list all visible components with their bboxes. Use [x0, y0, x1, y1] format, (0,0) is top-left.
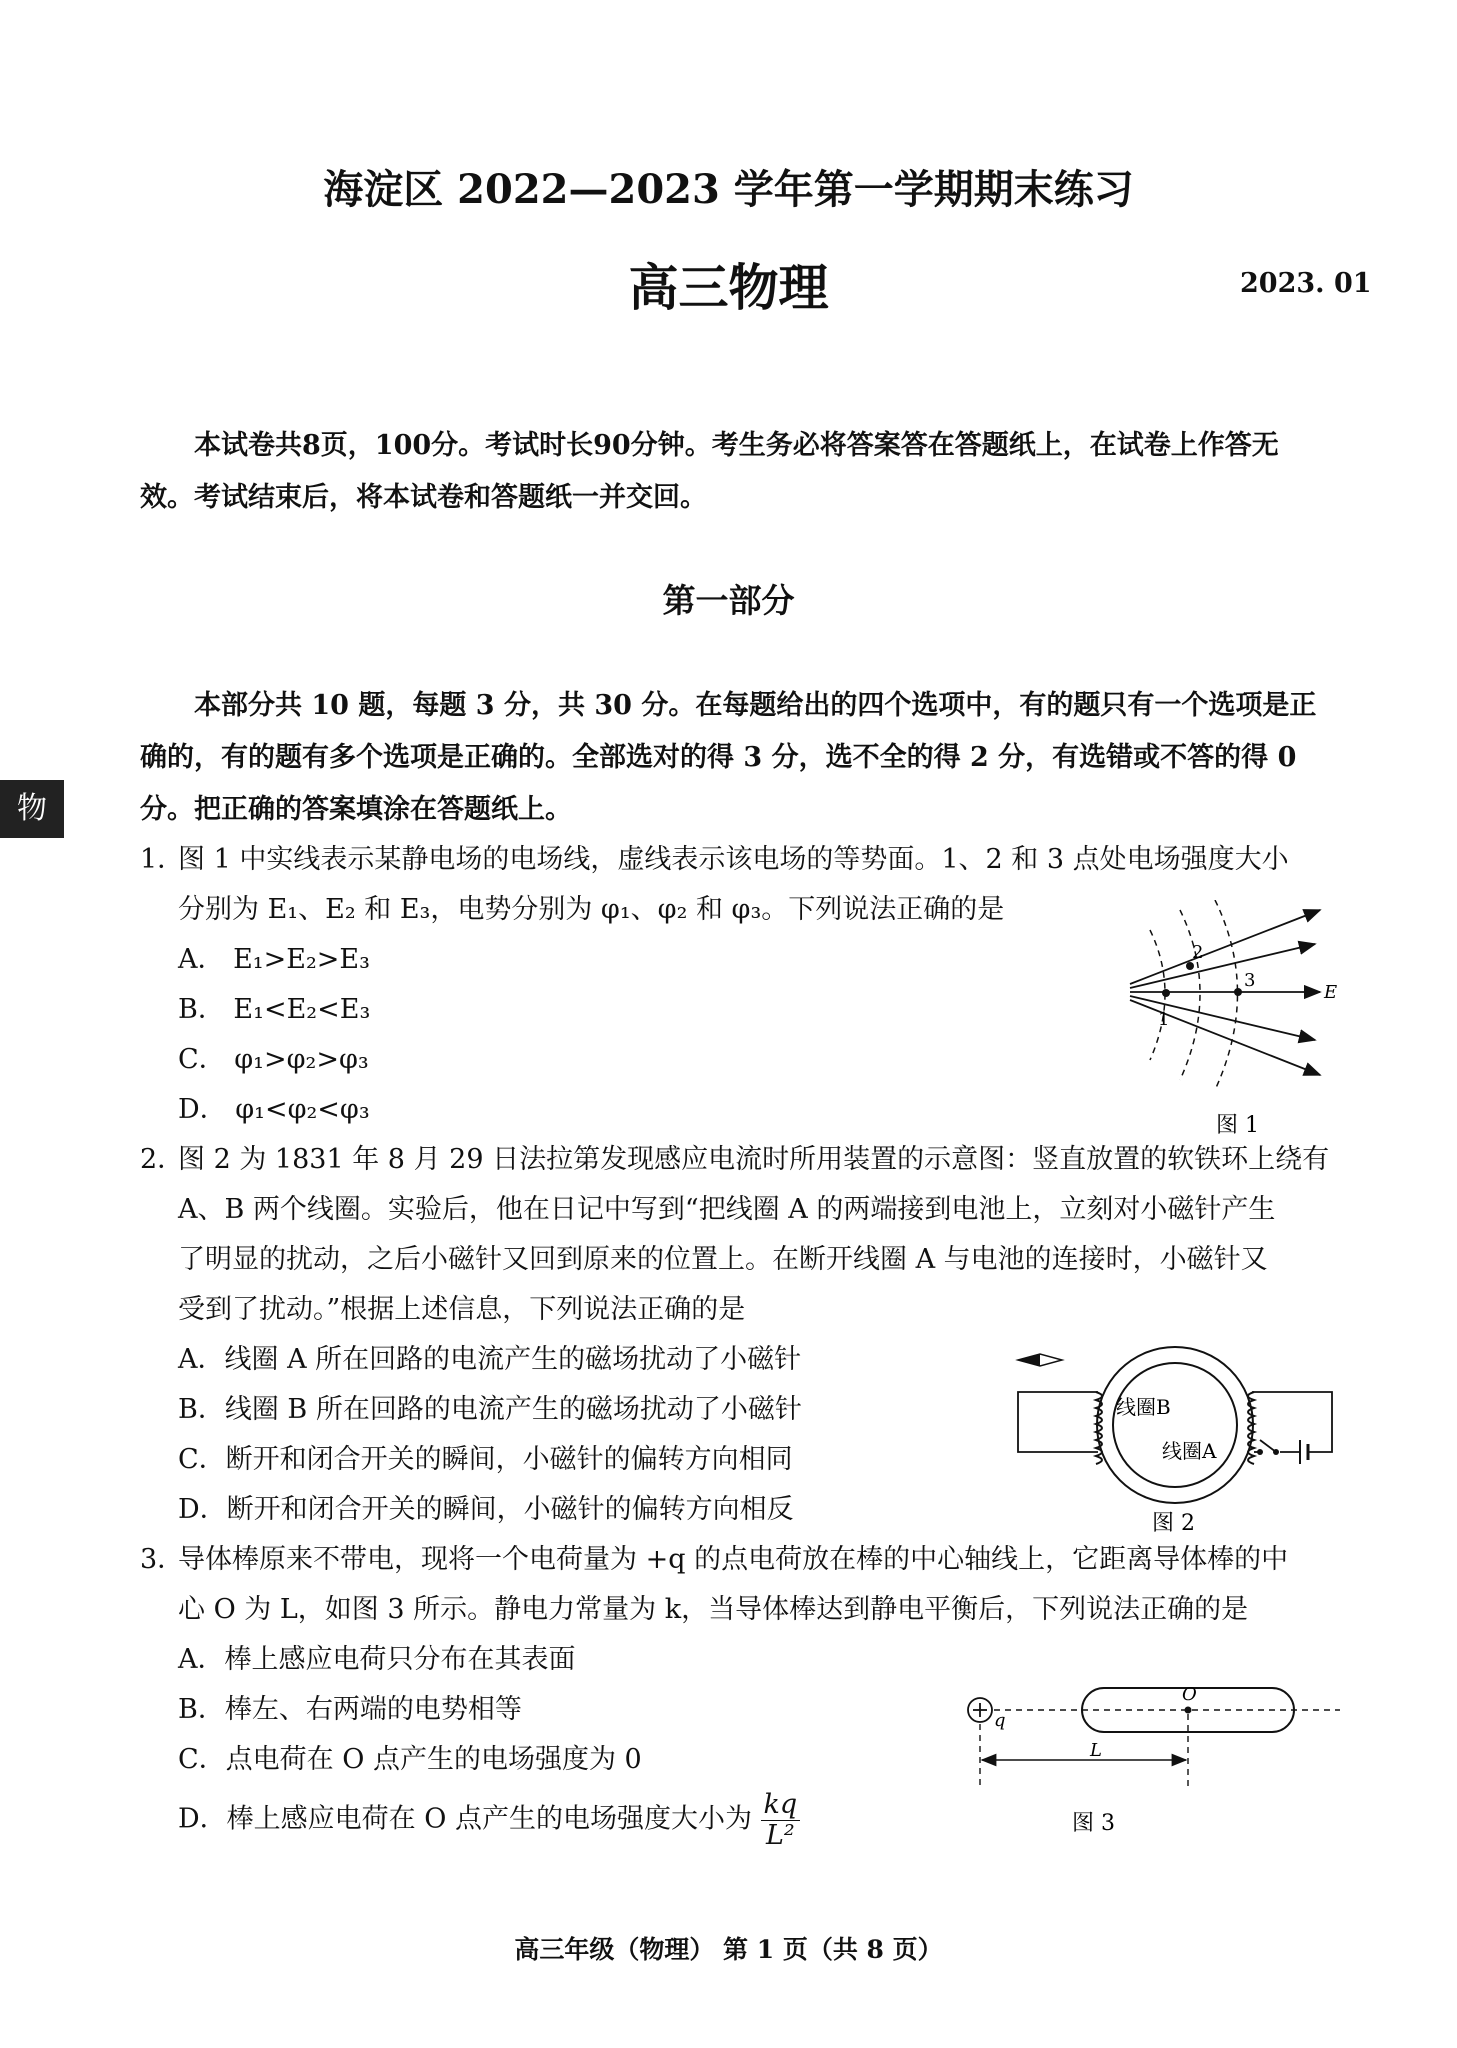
question-1-option-d: D． φ₁<φ₂<φ₃	[178, 1094, 370, 1125]
question-2-option-b: B．线圈 B 所在回路的电流产生的磁场扰动了小磁针	[178, 1394, 802, 1425]
side-tab: 物	[0, 780, 64, 838]
question-2-option-a: A．线圈 A 所在回路的电流产生的磁场扰动了小磁针	[178, 1344, 802, 1375]
question-1-option-a: A． E₁>E₂>E₃	[178, 944, 370, 975]
coil-a-label: 线圈A	[1162, 1439, 1217, 1463]
question-3-option-a: A．棒上感应电荷只分布在其表面	[178, 1644, 576, 1675]
point-3	[1234, 988, 1242, 996]
question-1-number: 1．	[140, 844, 185, 875]
question-3-text-2: 心 O 为 L，如图 3 所示。静电力常量为 k，当导体棒达到静电平衡后，下列说法正确的是	[178, 1594, 1249, 1625]
question-3-line-1	[140, 1535, 1340, 1585]
question-3-text-1: 导体棒原来不带电，现将一个电荷量为 +q 的点电荷放在棒的中心轴线上，它距离导体棒的中	[178, 1544, 1289, 1575]
switch-pivot	[1257, 1449, 1263, 1455]
compass-needle-half	[1018, 1354, 1040, 1366]
coil-b-label: 线圈B	[1116, 1395, 1171, 1419]
figure-1	[1110, 900, 1340, 1140]
part-instructions: 本部分共 10 题，每题 3 分，共 30 分。在每题给出的四个选项中，有的题只有一个选项是正确的，有的题有多个选项是正确的。全部选对的得 3 分，选不全的得 2 分，有选错或不答的得 0 分。把正确的答案填涂在答题纸上。	[140, 690, 1317, 825]
charge-label: q	[994, 1710, 1006, 1731]
question-3-option-b: B．棒左、右两端的电势相等	[178, 1694, 522, 1725]
question-3-option-d	[178, 1790, 800, 1850]
center-label: O	[1182, 1684, 1197, 1705]
exam-date: 2023. 01	[1240, 268, 1372, 299]
question-2-text-4: 受到了扰动。”根据上述信息，下列说法正确的是	[178, 1294, 746, 1325]
figure-1-caption: 图 1	[1216, 1113, 1259, 1138]
point-2-label: 2	[1192, 942, 1204, 963]
iron-ring-outer	[1097, 1347, 1253, 1503]
question-3	[140, 1535, 1340, 1635]
equipotential-3	[1215, 900, 1238, 1090]
question-1-line-1	[140, 835, 1340, 885]
fraction-denominator: L²	[765, 1819, 795, 1851]
point-1	[1162, 989, 1170, 997]
part-title: 第一部分	[662, 581, 795, 620]
question-2	[140, 1135, 1340, 1335]
question-2-text-2: A、B 两个线圈。实验后，他在日记中写到“把线圈 A 的两端接到电池上，立刻对小磁针产生	[178, 1194, 1276, 1225]
coil-b-circuit	[1018, 1392, 1098, 1452]
switch-lever	[1260, 1440, 1276, 1452]
center-point-o	[1185, 1707, 1192, 1714]
exam-title: 海淀区 2022—2023 学年第一学期期末练习	[323, 166, 1134, 213]
figure-2-caption: 图 2	[1152, 1511, 1195, 1536]
figure-3	[960, 1680, 1350, 1840]
fraction-kq-over-l2	[761, 1790, 801, 1850]
question-2-option-d: D．断开和闭合开关的瞬间，小磁针的偏转方向相反	[178, 1494, 794, 1525]
field-line-1	[1130, 910, 1320, 984]
distance-label: L	[1090, 1740, 1102, 1761]
subject-title: 高三物理	[628, 258, 829, 317]
question-2-text-1: 图 2 为 1831 年 8 月 29 日法拉第发现感应电流时所用装置的示意图：竖直放置的软铁环上绕有	[178, 1144, 1330, 1175]
point-1-label: 1	[1158, 1009, 1170, 1030]
figure-2	[1010, 1340, 1340, 1540]
iron-ring-inner	[1113, 1363, 1237, 1487]
exam-instructions: 本试卷共8页，100分。考试时长90分钟。考生务必将答案答在答题纸上，在试卷上作答无效。考试结束后，将本试卷和答题纸一并交回。	[140, 430, 1279, 513]
question-3-number: 3．	[140, 1544, 185, 1575]
fraction-numerator: kq	[761, 1790, 801, 1821]
question-3-option-c: C．点电荷在 O 点产生的电场强度为 0	[178, 1744, 642, 1775]
question-2-line-1	[140, 1135, 1340, 1185]
question-3-option-d-text: D．棒上感应电荷在 O 点产生的电场强度大小为	[178, 1803, 752, 1835]
question-1-text-2: 分别为 E₁、E₂ 和 E₃，电势分别为 φ₁、φ₂ 和 φ₃。下列说法正确的是	[178, 894, 1005, 925]
point-3-label: 3	[1244, 970, 1256, 991]
question-2-option-c: C．断开和闭合开关的瞬间，小磁针的偏转方向相同	[178, 1444, 793, 1475]
equipotential-2	[1180, 910, 1200, 1080]
field-label-e: E	[1324, 982, 1338, 1003]
question-1-option-c: C． φ₁>φ₂>φ₃	[178, 1044, 369, 1075]
question-1-option-b: B． E₁<E₂<E₃	[178, 994, 371, 1025]
question-2-number: 2．	[140, 1144, 185, 1175]
page-footer: 高三年级（物理） 第 1 页（共 8 页）	[514, 1935, 943, 1964]
point-2	[1186, 962, 1194, 970]
question-1-text-1: 图 1 中实线表示某静电场的电场线，虚线表示该电场的等势面。1、2 和 3 点处电场强度大小	[178, 844, 1289, 875]
question-2-text-3: 了明显的扰动，之后小磁针又回到原来的位置上。在断开线圈 A 与电池的连接时，小磁针又	[178, 1244, 1268, 1275]
figure-3-caption: 图 3	[1072, 1811, 1115, 1836]
